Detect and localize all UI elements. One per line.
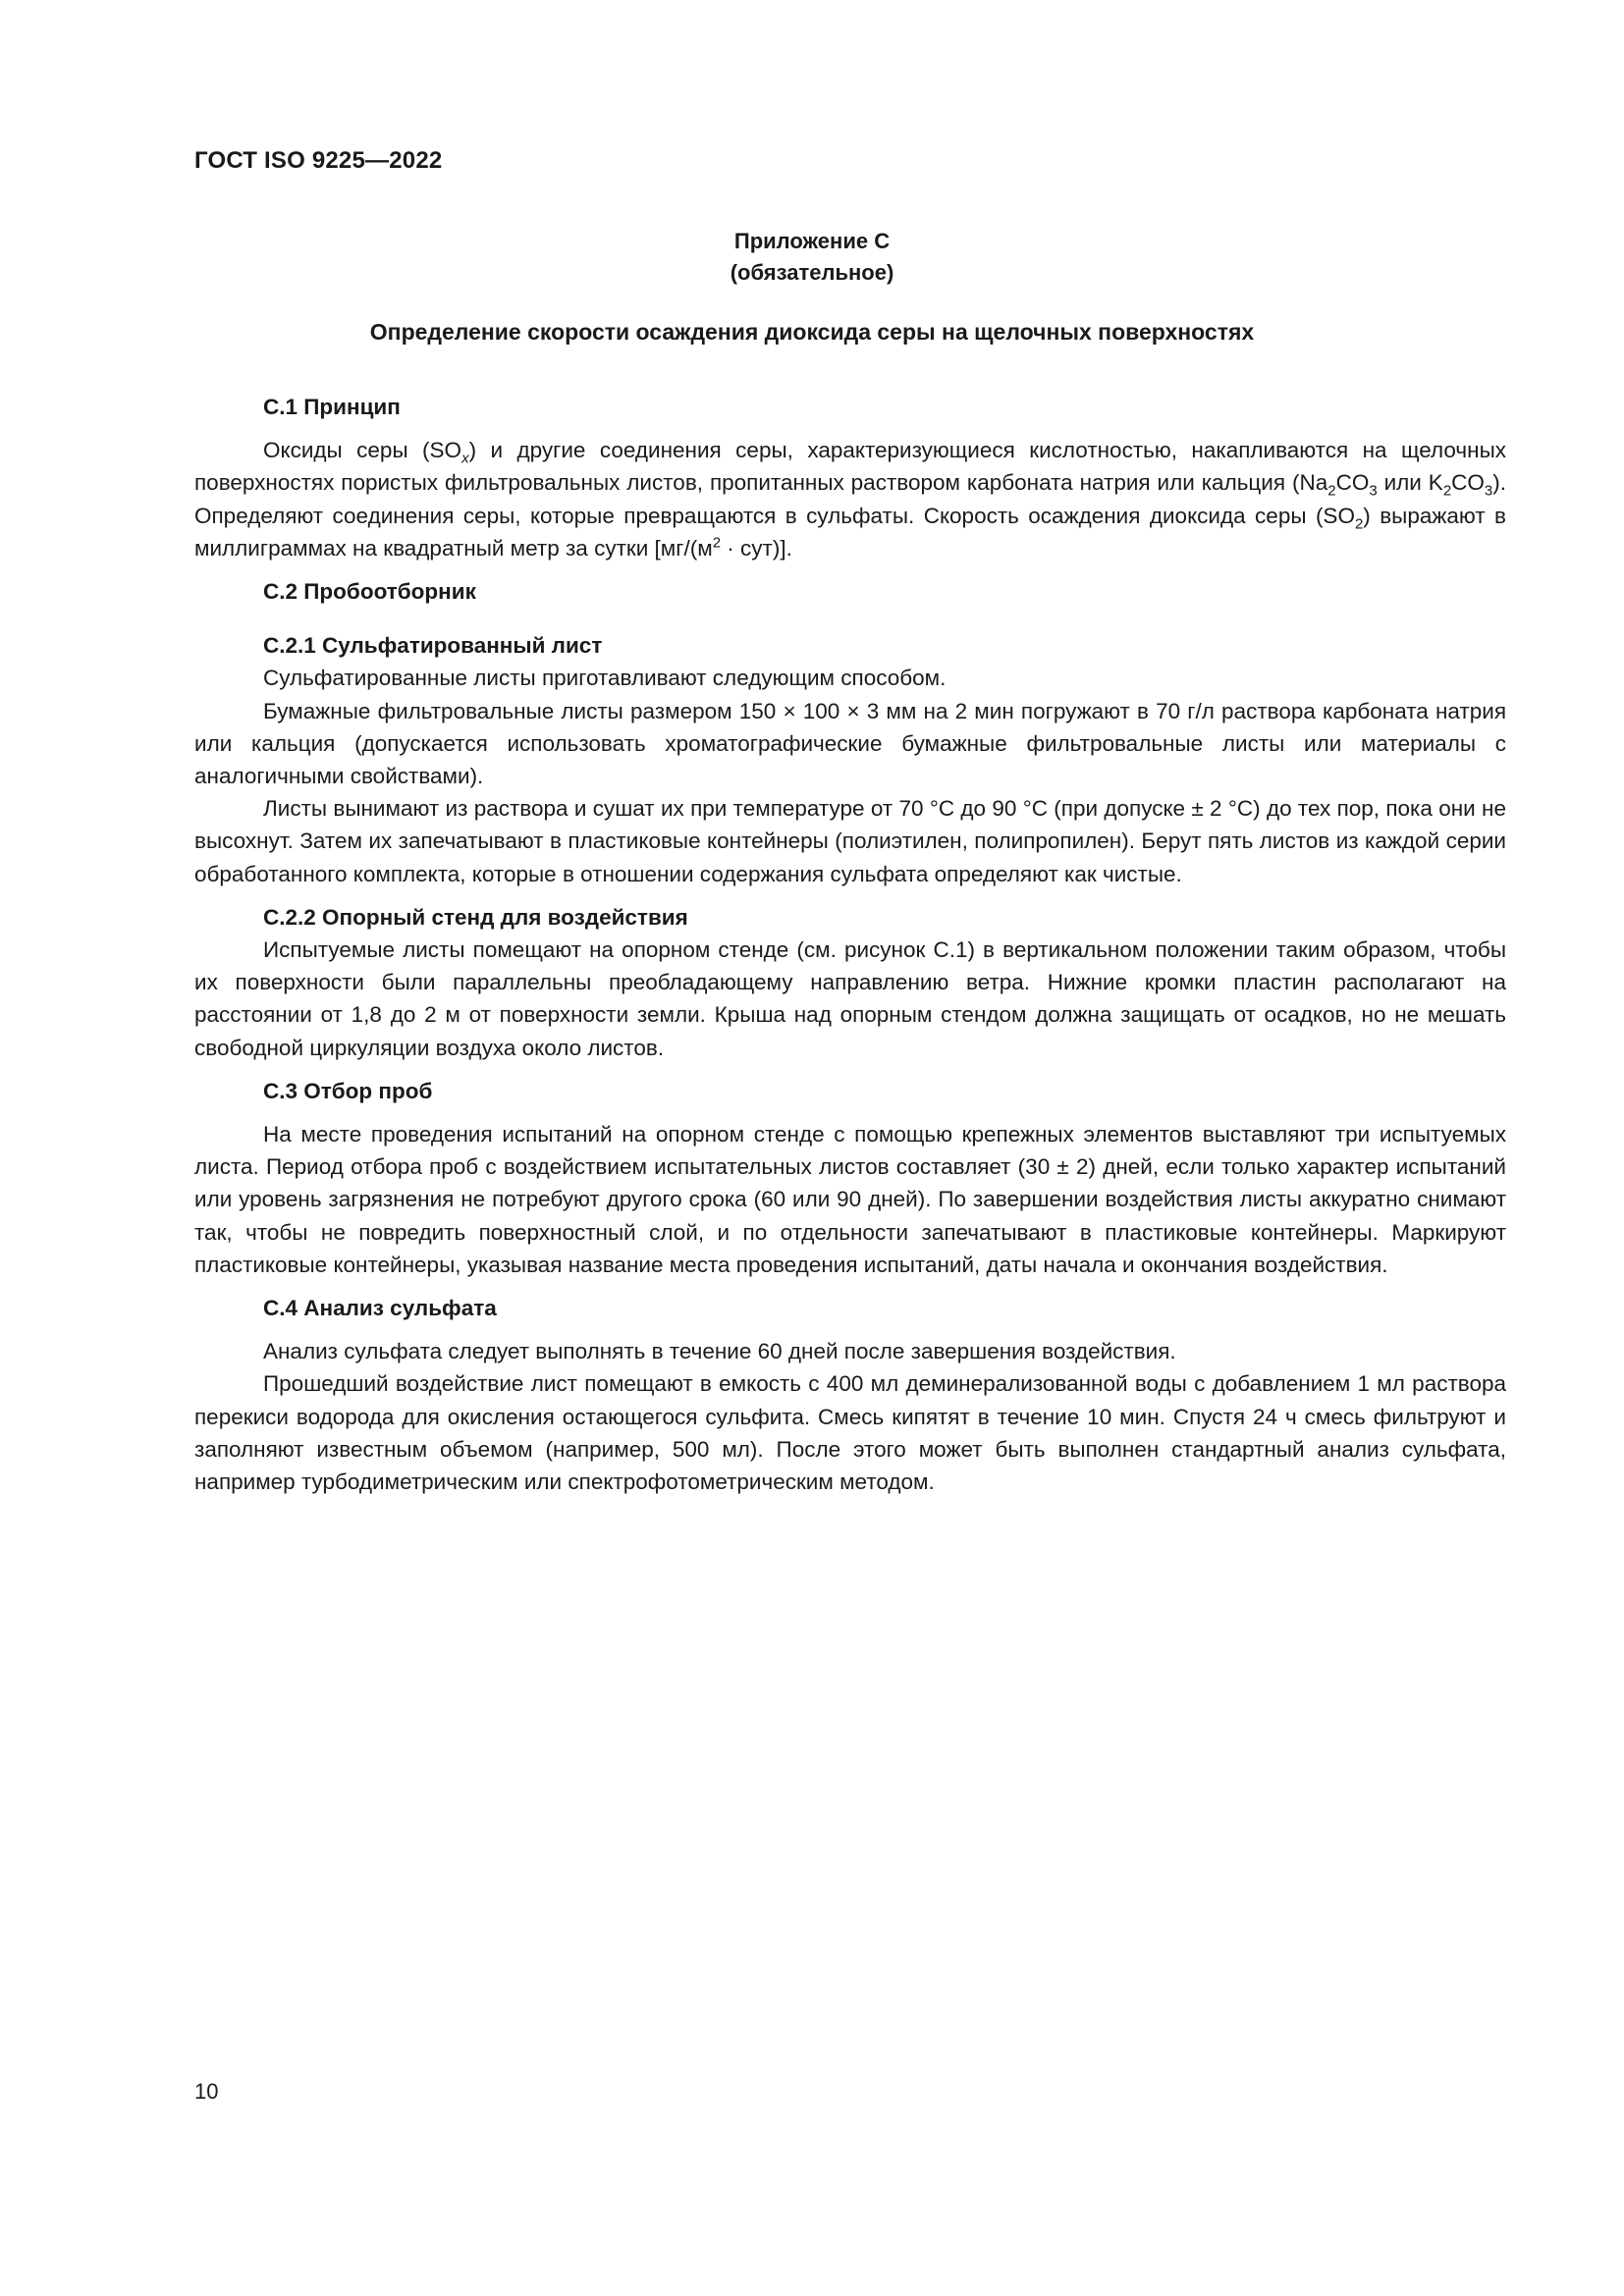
annex-title: Определение скорости осаждения диоксида серы на щелочных поверхностях [369,319,1255,345]
paragraph-c22-1: Испытуемые листы помещают на опорном стенде (см. рисунок С.1) в вертикальном положении таким образом, чтобы их поверхности были параллельны преобладающему направлению ветра. Нижние кромки пластин располагают на расстоянии от 1,8 до 2 м от поверхности земли. Крыша над опорным стендом должна защищать от осадков, но не мешать свободной циркуляции воздуха около листов. [194,937,1506,1060]
paragraph-c3-1: На месте проведения испытаний на опорном стенде с помощью крепежных элементов выставляют три испытуемых листа. Период отбора проб с воздействием испытательных листов составляет (30 ± 2) дней, если только характер испытаний или уровень загрязнения не потребуют другого срока (60 или 90 дней). По завершении воздействия листы аккуратно снимают так, чтобы не повредить поверхностный слой, и по отдельности запечатывают в пластиковые контейнеры. Маркируют пластиковые контейнеры, указывая название места проведения испытаний, даты начала и окончания воздействия. [194,1122,1506,1277]
annex-label: Приложение С [733,229,891,253]
section-heading-c3: С.3 Отбор проб [263,1078,433,1103]
paragraph-c4-2: Прошедший воздействие лист помещают в емкость с 400 мл деминерализованной воды с добавлением 1 мл раствора перекиси водорода для окисления остающегося сульфита. Смесь кипятят в течение 10 мин. Спустя 24 ч смесь фильтруют и заполняют известным объемом (например, 500 мл). После этого может быть выполнен стандартный анализ сульфата, например турбодиметрическим или спектрофотометрическим методом. [194,1371,1506,1495]
paragraph-c4-1: Анализ сульфата следует выполнять в течение 60 дней после завершения воздействия. [263,1339,1176,1364]
page-number: 10 [194,2079,219,2104]
annex-header [0,226,1624,289]
document-body [194,391,1506,1498]
subsection-heading-c22: С.2.2 Опорный стенд для воздействия [263,904,688,930]
section-heading-c4: С.4 Анализ сульфата [263,1296,497,1321]
section-heading-c1: С.1 Принцип [263,395,401,419]
paragraph-c1-principle: Оксиды серы $(SO_x)$ и другие соединения серы, характеризующиеся кислотностью, накапливаются на щелочных поверхностях пористых фильтровальных листов, пропитанных раствором карбоната натрия или кальция ($Na_2CO_3$ или $K_2CO_3$). Определяют соединения серы, которые превращаются в сульфаты. Скорость осаждения диоксида серы $(SO_2)$ выражают в миллиграммах на квадратный метр за сутки $[мг/(м^2 \cdot сут)]$. [194,438,1507,561]
document-code: ГОСТ ISO 9225—2022 [194,147,443,174]
paragraph-c21-2: Бумажные фильтровальные листы размером 150 × 100 × 3 мм на 2 мин погружают в 70 г/л раствора карбоната натрия или кальция (допускается использовать хроматографические бумажные фильтровальные листы или материалы с аналогичными свойствами). [194,698,1506,789]
subsection-heading-c21: С.2.1 Сульфатированный лист [263,633,603,659]
annex-status: (обязательное) [730,260,894,285]
paragraph-c21-3: Листы вынимают из раствора и сушат их при температуре от 70 °С до 90 °С (при допуске ± 2 °С) до тех пор, пока они не высохнут. Затем их запечатывают в пластиковые контейнеры (полиэтилен, полипропилен). Берут пять листов из каждой серии обработанного комплекта, которые в отношении содержания сульфата определяют как чистые. [194,796,1506,886]
section-heading-c2: С.2 Пробоотборник [263,579,476,605]
paragraph-c21-1: Сульфатированные листы приготавливают следующим способом. [263,666,947,691]
